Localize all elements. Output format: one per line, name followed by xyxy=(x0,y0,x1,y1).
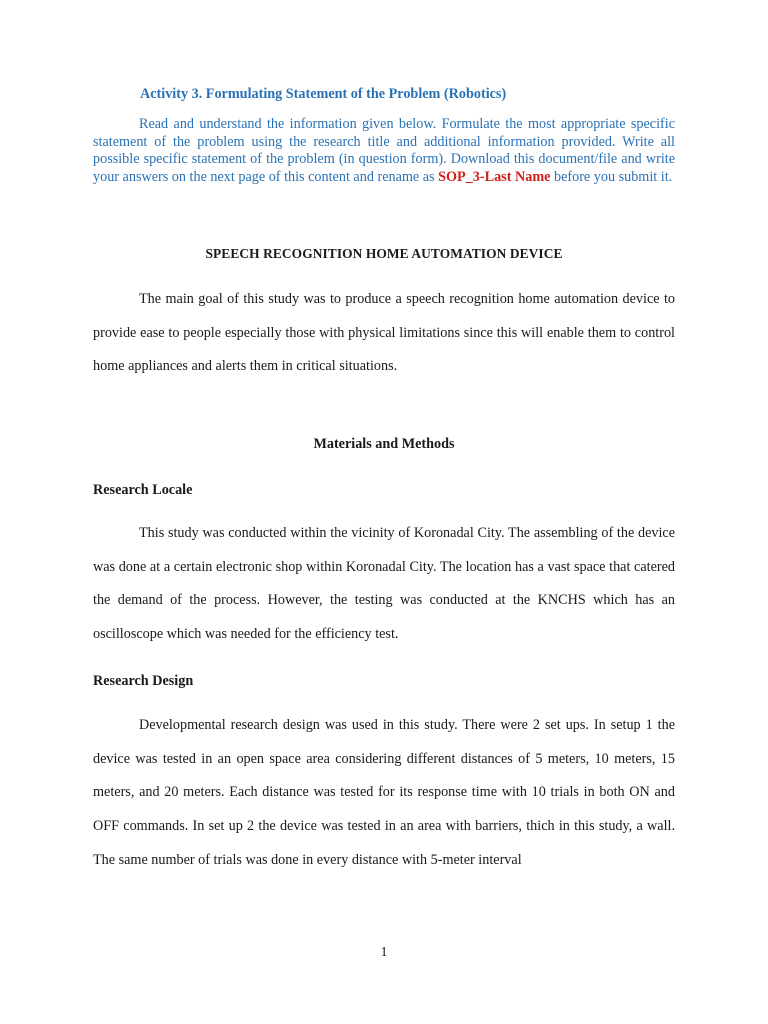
activity-title: Activity 3. Formulating Statement of the Problem (Robotics) xyxy=(140,86,507,102)
instructions-text: Read and understand the information given below. Formulate the most appropriate specific statement of the problem using the research title and additional information provided. Write all possible specific statement of the problem (in question form). Download this document/file and write your answers on the next page of this content and rename as xyxy=(93,116,675,185)
subheading-research-design: Research Design xyxy=(93,673,194,689)
page-number: 1 xyxy=(380,945,388,960)
filename-highlight: SOP_3-Last Name xyxy=(438,168,551,185)
document-title: SPEECH RECOGNITION HOME AUTOMATION DEVICE xyxy=(205,246,563,261)
section-heading-materials: Materials and Methods xyxy=(313,436,455,452)
research-locale-text: This study was conducted within the vicinity of Koronadal City. The assembling of the device was done at a certain electronic shop within Koronadal City. The location has a vast space that catered the demand of the process. However, the testing was conducted at the KNCHS which has an oscilloscope which was needed for the efficiency test. xyxy=(93,525,675,643)
intro-text: The main goal of this study was to produce a speech recognition home automation device to provide ease to people especially those with physical limitations since this will enable them to control home appliances and alerts them in critical situations. xyxy=(93,291,675,375)
research-design-paragraph xyxy=(93,709,675,878)
research-locale-paragraph xyxy=(93,517,675,652)
intro-paragraph xyxy=(93,283,675,384)
instructions-paragraph xyxy=(93,116,675,186)
instructions-text-end: before you submit it. xyxy=(553,168,673,185)
subheading-research-locale: Research Locale xyxy=(93,482,193,498)
research-design-text: Developmental research design was used in this study. There were 2 set ups. In setup 1 the device was tested in an open space area considering different distances of 5 meters, 10 meters, 15 meters, and 20 meters. Each distance was tested for its response time with 10 trials in both ON and OFF commands. In set up 2 the device was tested in an area with barriers, thich in this study, a wall. The same number of trials was done in every distance with 5-meter interval xyxy=(93,717,675,868)
